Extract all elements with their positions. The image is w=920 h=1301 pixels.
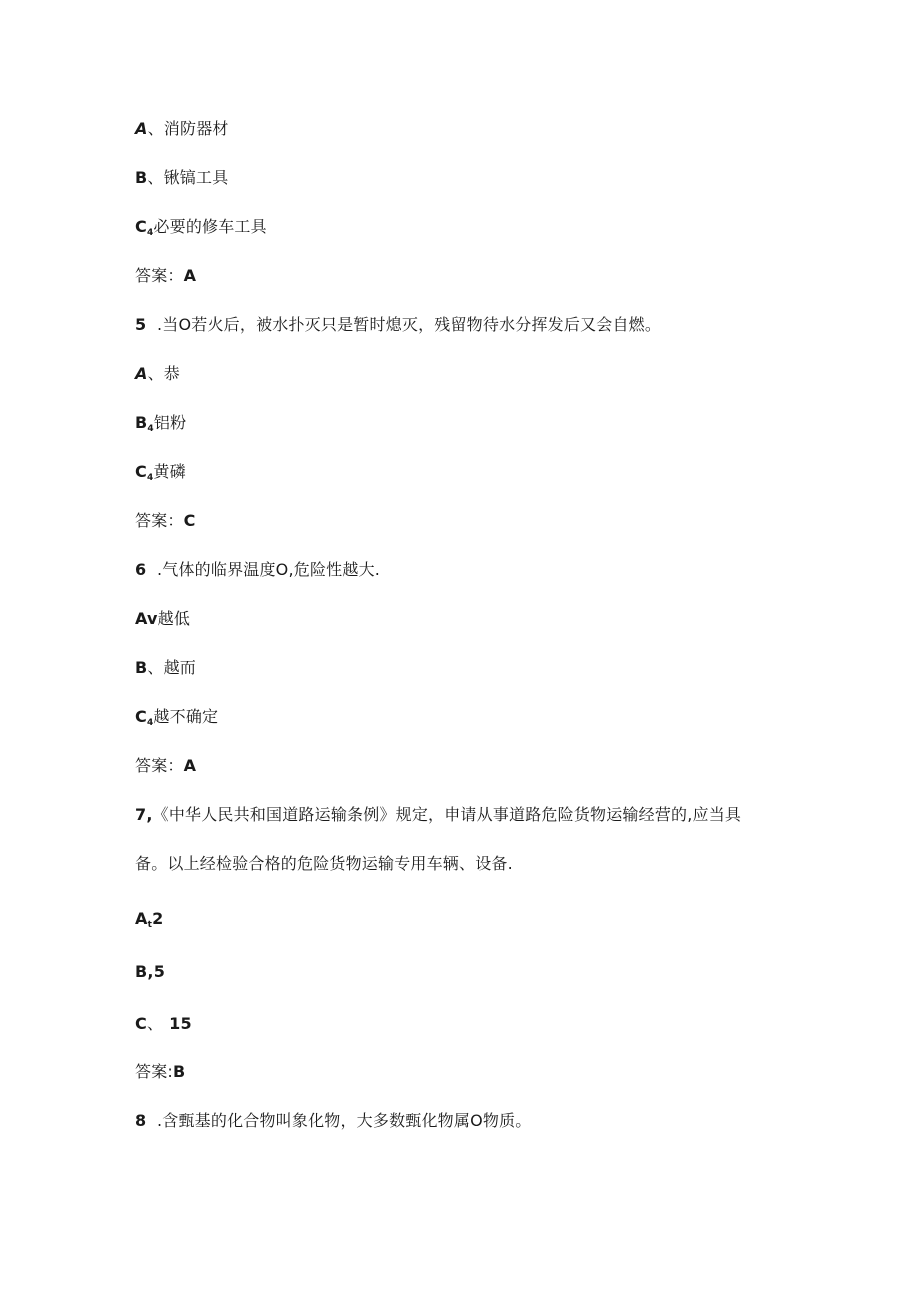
q4-option-a: A、消防器材 bbox=[135, 119, 229, 138]
q7-answer: 答案:B bbox=[135, 1062, 186, 1081]
q5-option-a: A、恭 bbox=[135, 364, 180, 383]
q4-option-c: $C_4$必要的修车工具 bbox=[135, 217, 267, 238]
q8-question: 8 .含甄基的化合物叫象化物，大多数甄化物属O物质。 bbox=[135, 1111, 532, 1130]
q7-question-line-2: 备。以上经检验合格的危险货物运输专用车辆、设备. bbox=[135, 854, 513, 873]
q7-question-line-1: 7,《中华人民共和国道路运输条例》规定，申请从事道路危险货物运输经营的,应当具 bbox=[135, 805, 742, 824]
q4-answer: 答案：A bbox=[135, 266, 197, 285]
q6-option-a: Av越低 bbox=[135, 609, 191, 628]
q7-option-c: C、 15 bbox=[135, 1014, 192, 1033]
q5-option-b: $B_4$铝粉 bbox=[135, 413, 187, 434]
q7-option-a: $A_t2$ bbox=[135, 909, 164, 930]
q6-option-c: $C_4$越不确定 bbox=[135, 707, 219, 728]
q6-answer: 答案：A bbox=[135, 756, 197, 775]
q4-option-b: B、锹镐工具 bbox=[135, 168, 229, 187]
q6-question: 6 .气体的临界温度O,危险性越大. bbox=[135, 560, 381, 579]
q5-answer: 答案：C bbox=[135, 511, 196, 530]
q6-option-b: B、越而 bbox=[135, 658, 197, 677]
q5-question: 5 .当O若火后，被水扑灭只是暂时熄灭，残留物待水分挥发后又会自燃。 bbox=[135, 315, 662, 334]
q7-option-b: B,5 bbox=[135, 962, 166, 981]
q5-option-c: $C_4$黄磷 bbox=[135, 462, 186, 483]
